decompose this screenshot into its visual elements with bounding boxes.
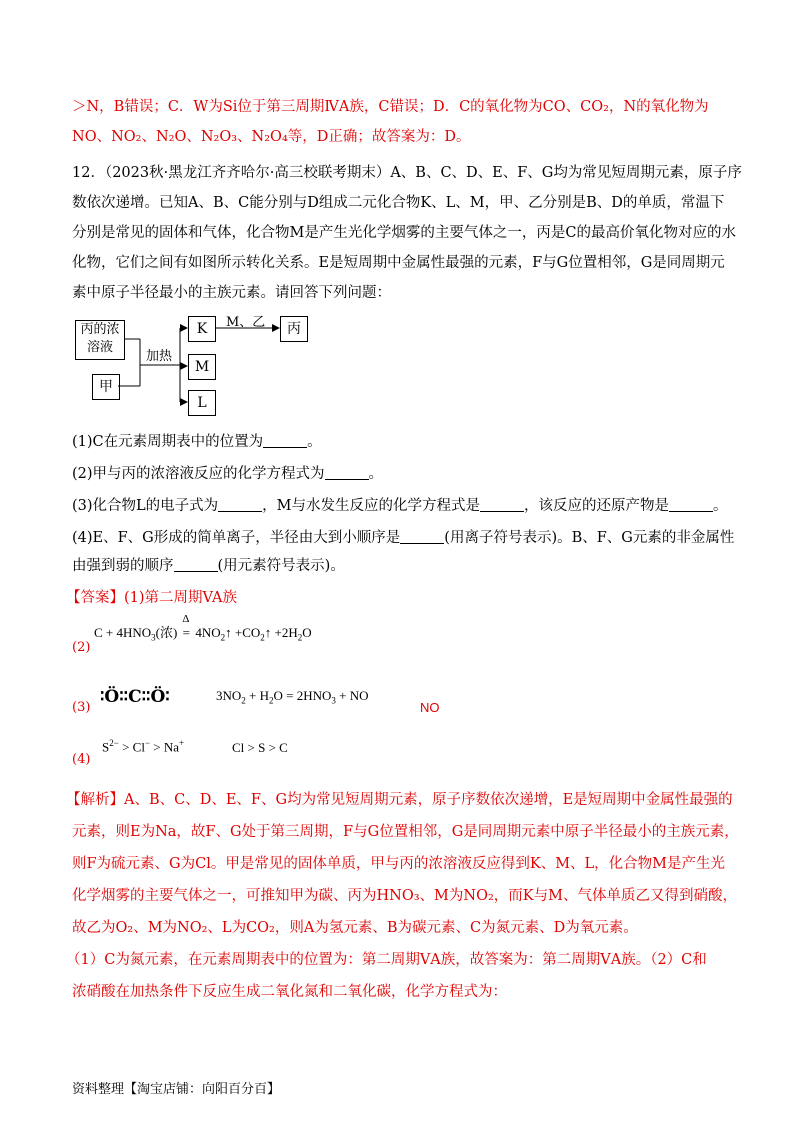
answer-1: (1)第二周期VA族 — [124, 590, 237, 606]
question-line-2: 数依次递增。已知A、B、C能分别与D组成二元化合物K、L、M，甲、乙分别是B、D的单质，常温下 — [72, 195, 725, 211]
answer-blank[interactable] — [218, 497, 262, 512]
diagram-heat-label: 加热 — [146, 349, 173, 364]
subquestion-3-text-2: ，M与水发生反应的化学方程式是 — [262, 498, 481, 514]
prev-answer-line-1: ＞N，B错误；C．W为Si位于第三周期ⅣA族，C错误；D．C的氧化物为CO、CO₂，N的氧化物为 — [72, 99, 709, 115]
subquestion-3 — [72, 496, 728, 516]
subquestion-3-text: (3)化合物L的电子式为 — [72, 498, 219, 514]
answer-blank[interactable] — [669, 497, 713, 512]
analysis-line-7: 浓硝酸在加热条件下反应生成二氧化氮和二氧化碳，化学方程式为： — [72, 984, 507, 1000]
subquestion-1 — [72, 432, 322, 452]
subquestion-4-cont — [72, 556, 345, 576]
diagram-box-l: L — [188, 390, 216, 416]
co2-electron-formula: ∶Ö∶∶C∶∶Ö∶ — [100, 687, 170, 707]
ion-radius-order: $S^{2-} > Cl^- > Na^+$ — [102, 738, 185, 755]
subquestion-4-end: (用元素符号表示)。 — [217, 558, 345, 574]
analysis-line-5: 故乙为O₂、M为NO₂、L为CO₂，则A为氢元素、B为碳元素、C为氮元素、D为氧元素。 — [72, 920, 638, 936]
answer-blank[interactable] — [263, 433, 307, 448]
analysis-label: 【解析】 — [66, 792, 124, 808]
answer-line-1 — [66, 588, 237, 608]
answer-blank[interactable] — [174, 557, 218, 572]
analysis-line-3: 则F为硫元素、G为Cl。甲是常见的固体单质，甲与丙的浓溶液反应得到K、M、L，化合物M是产生光 — [72, 856, 726, 872]
subquestion-2-text: (2)甲与丙的浓溶液反应的化学方程式为 — [72, 466, 325, 482]
answer-blank[interactable] — [325, 465, 369, 480]
subquestion-2-end: 。 — [368, 466, 384, 482]
question-line-5: 素中原子半径最小的主族元素。请回答下列问题： — [72, 285, 391, 301]
diagram-arrows — [0, 0, 800, 430]
diagram-box-k: K — [188, 316, 216, 342]
analysis-text-1: A、B、C、D、E、F、G均为常见短周期元素，原子序数依次递增，E是短周期中金属性最强的 — [124, 792, 733, 808]
equation-carbon-nitric-acid: $C + 4HNO_3$(浓) Δ = $4NO_2↑$ $+CO_2↑ +2H_2O$ — [94, 613, 312, 643]
question-line-3: 分别是常见的固体和气体，化合物M是产生光化学烟雾的主要气体之一，丙是C的最高价氧化物对应的水 — [72, 225, 736, 241]
page-footer: 资料整理【淘宝店铺：向阳百分百】 — [72, 1082, 281, 1097]
diagram-arrow-label: M、乙 — [226, 315, 266, 330]
answer-2-number: (2) — [72, 640, 91, 655]
subquestion-1-end: 。 — [307, 434, 322, 450]
analysis-line-1 — [66, 790, 733, 810]
subquestion-4 — [72, 528, 734, 548]
analysis-line-4: 化学烟雾的主要气体之一，可推知甲为碳、丙为HNO₃、M为NO₂，而K与M、气体单质乙又得到硝酸， — [72, 888, 737, 904]
reduction-product: NO — [420, 700, 440, 715]
subquestion-2 — [72, 464, 383, 484]
answer-3-number: (3) — [72, 700, 91, 715]
subquestion-3-end: 。 — [713, 498, 728, 514]
answer-4-number: (4) — [72, 752, 91, 767]
answer-label: 【答案】 — [66, 590, 124, 606]
prev-answer-line-2: NO、NO₂、N₂O、N₂O₃、N₂O₄等，D正确；故答案为：D。 — [72, 129, 471, 145]
question-line-4: 化物，它们之间有如图所示转化关系。E是短周期中金属性最强的元素，F与G位置相邻，G是同周期元 — [72, 255, 725, 271]
diagram-box-bing: 丙 — [280, 316, 308, 342]
subquestion-4-text: (4)E、F、G形成的简单离子，半径由大到小顺序是 — [72, 530, 401, 546]
analysis-line-2: 元素，则E为Na，故F、G处于第三周期，F与G位置相邻，G是同周期元素中原子半径最小的主族元素， — [72, 824, 739, 840]
answer-blank[interactable] — [400, 529, 444, 544]
diagram-box-m: M — [188, 354, 216, 380]
diagram-box-jia: 甲 — [92, 374, 120, 400]
equation-no2-water: $3NO_2 + H_2O = 2HNO_3$ + NO — [216, 688, 369, 706]
subquestion-3-text-3: ，该反应的还原产物是 — [524, 498, 670, 514]
question-line-1: 12．（2023秋·黑龙江齐齐哈尔·高三校联考期末）A、B、C、D、E、F、G均为常见短周期元素，原子序 — [72, 165, 742, 181]
analysis-line-6: （1）C为氮元素，在元素周期表中的位置为：第二周期ⅤA族，故答案为：第二周期ⅤA族。（2）C和 — [66, 952, 707, 968]
diagram-box-concentrated-solution: 丙的浓溶液 — [75, 320, 125, 360]
subquestion-4-text-2: (用离子符号表示)。B、F、G元素的非金属性 — [444, 530, 735, 546]
subquestion-1-text: (1)C在元素周期表中的位置为 — [72, 434, 264, 450]
answer-blank[interactable] — [480, 497, 524, 512]
nonmetal-order: Cl > S > C — [232, 740, 288, 755]
subquestion-4-text-3: 由强到弱的顺序 — [72, 558, 174, 574]
